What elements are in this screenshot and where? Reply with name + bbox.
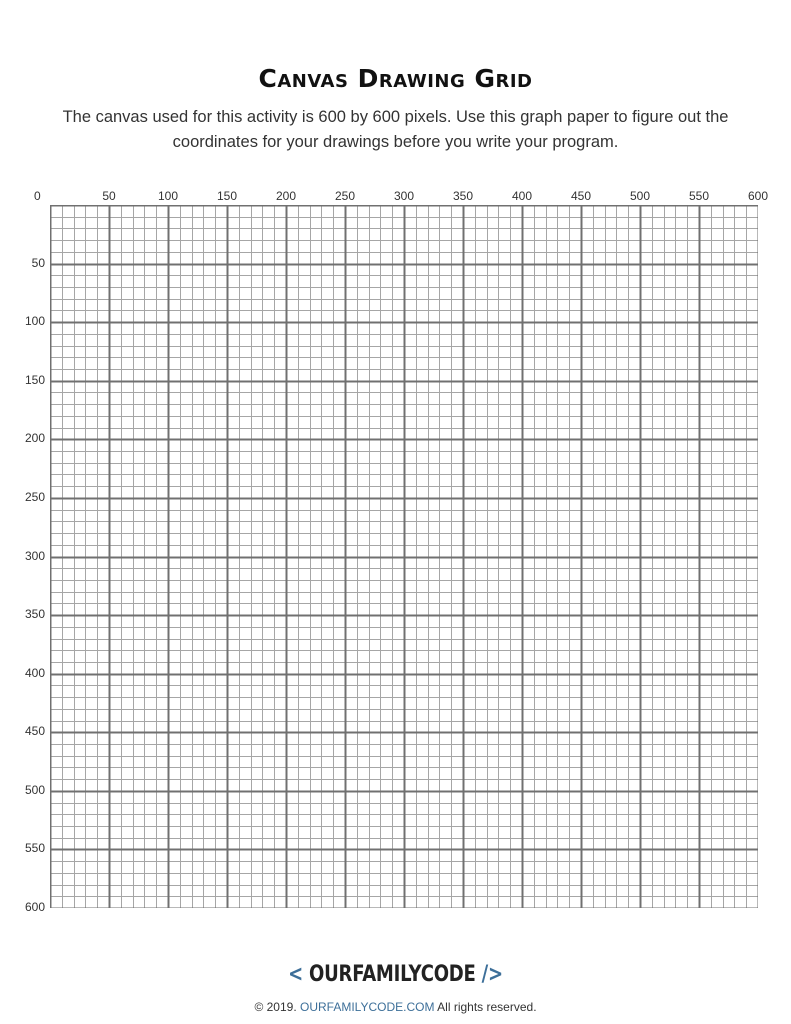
y-tick-label: 150: [24, 372, 45, 387]
logo-left-bracket: <: [288, 962, 304, 987]
origin-label: 0: [34, 189, 41, 203]
subtitle-line-2: coordinates for your drawings before you write your program.: [172, 133, 619, 151]
copyright-footer: [0, 1000, 791, 1014]
copyright-year: © 2019.: [254, 1000, 297, 1014]
subtitle-line-1: The canvas used for this activity is 600 by 600 pixels. Use this graph paper to figure out the: [62, 108, 729, 126]
y-tick-label: 250: [24, 489, 45, 504]
y-tick-label: 50: [31, 255, 45, 270]
x-tick-label: 300: [393, 189, 415, 203]
drawing-grid: [50, 205, 758, 908]
y-tick-label: 200: [24, 431, 45, 446]
x-tick-label: 100: [157, 189, 179, 203]
ourfamilycode-logo: [71, 962, 720, 987]
page-title: Canvas Drawing Grid: [258, 64, 533, 93]
page-subtitle: [20, 105, 771, 155]
x-tick-label: 600: [747, 189, 769, 203]
x-tick-label: 400: [511, 189, 533, 203]
x-tick-label: 150: [216, 189, 238, 203]
rights-text: All rights reserved.: [437, 1000, 537, 1014]
y-tick-label: 350: [24, 607, 45, 622]
y-tick-label: 550: [24, 841, 45, 856]
x-tick-label: 550: [688, 189, 710, 203]
y-tick-label: 100: [24, 314, 45, 329]
y-tick-label: 400: [24, 665, 45, 680]
x-tick-label: 50: [102, 189, 116, 203]
y-tick-label: 300: [24, 548, 45, 563]
y-tick-label: 600: [24, 900, 45, 914]
x-tick-label: 250: [334, 189, 356, 203]
x-tick-label: 350: [452, 189, 474, 203]
x-tick-label: 200: [275, 189, 297, 203]
x-tick-label: 450: [570, 189, 592, 203]
site-link[interactable]: OURFAMILYCODE.COM: [300, 1000, 435, 1014]
x-tick-label: 500: [629, 189, 651, 203]
logo-text: OURFAMILYCODE: [309, 962, 476, 987]
y-tick-label: 500: [24, 782, 45, 797]
logo-right-bracket: />: [481, 962, 503, 987]
y-tick-label: 450: [24, 724, 45, 739]
